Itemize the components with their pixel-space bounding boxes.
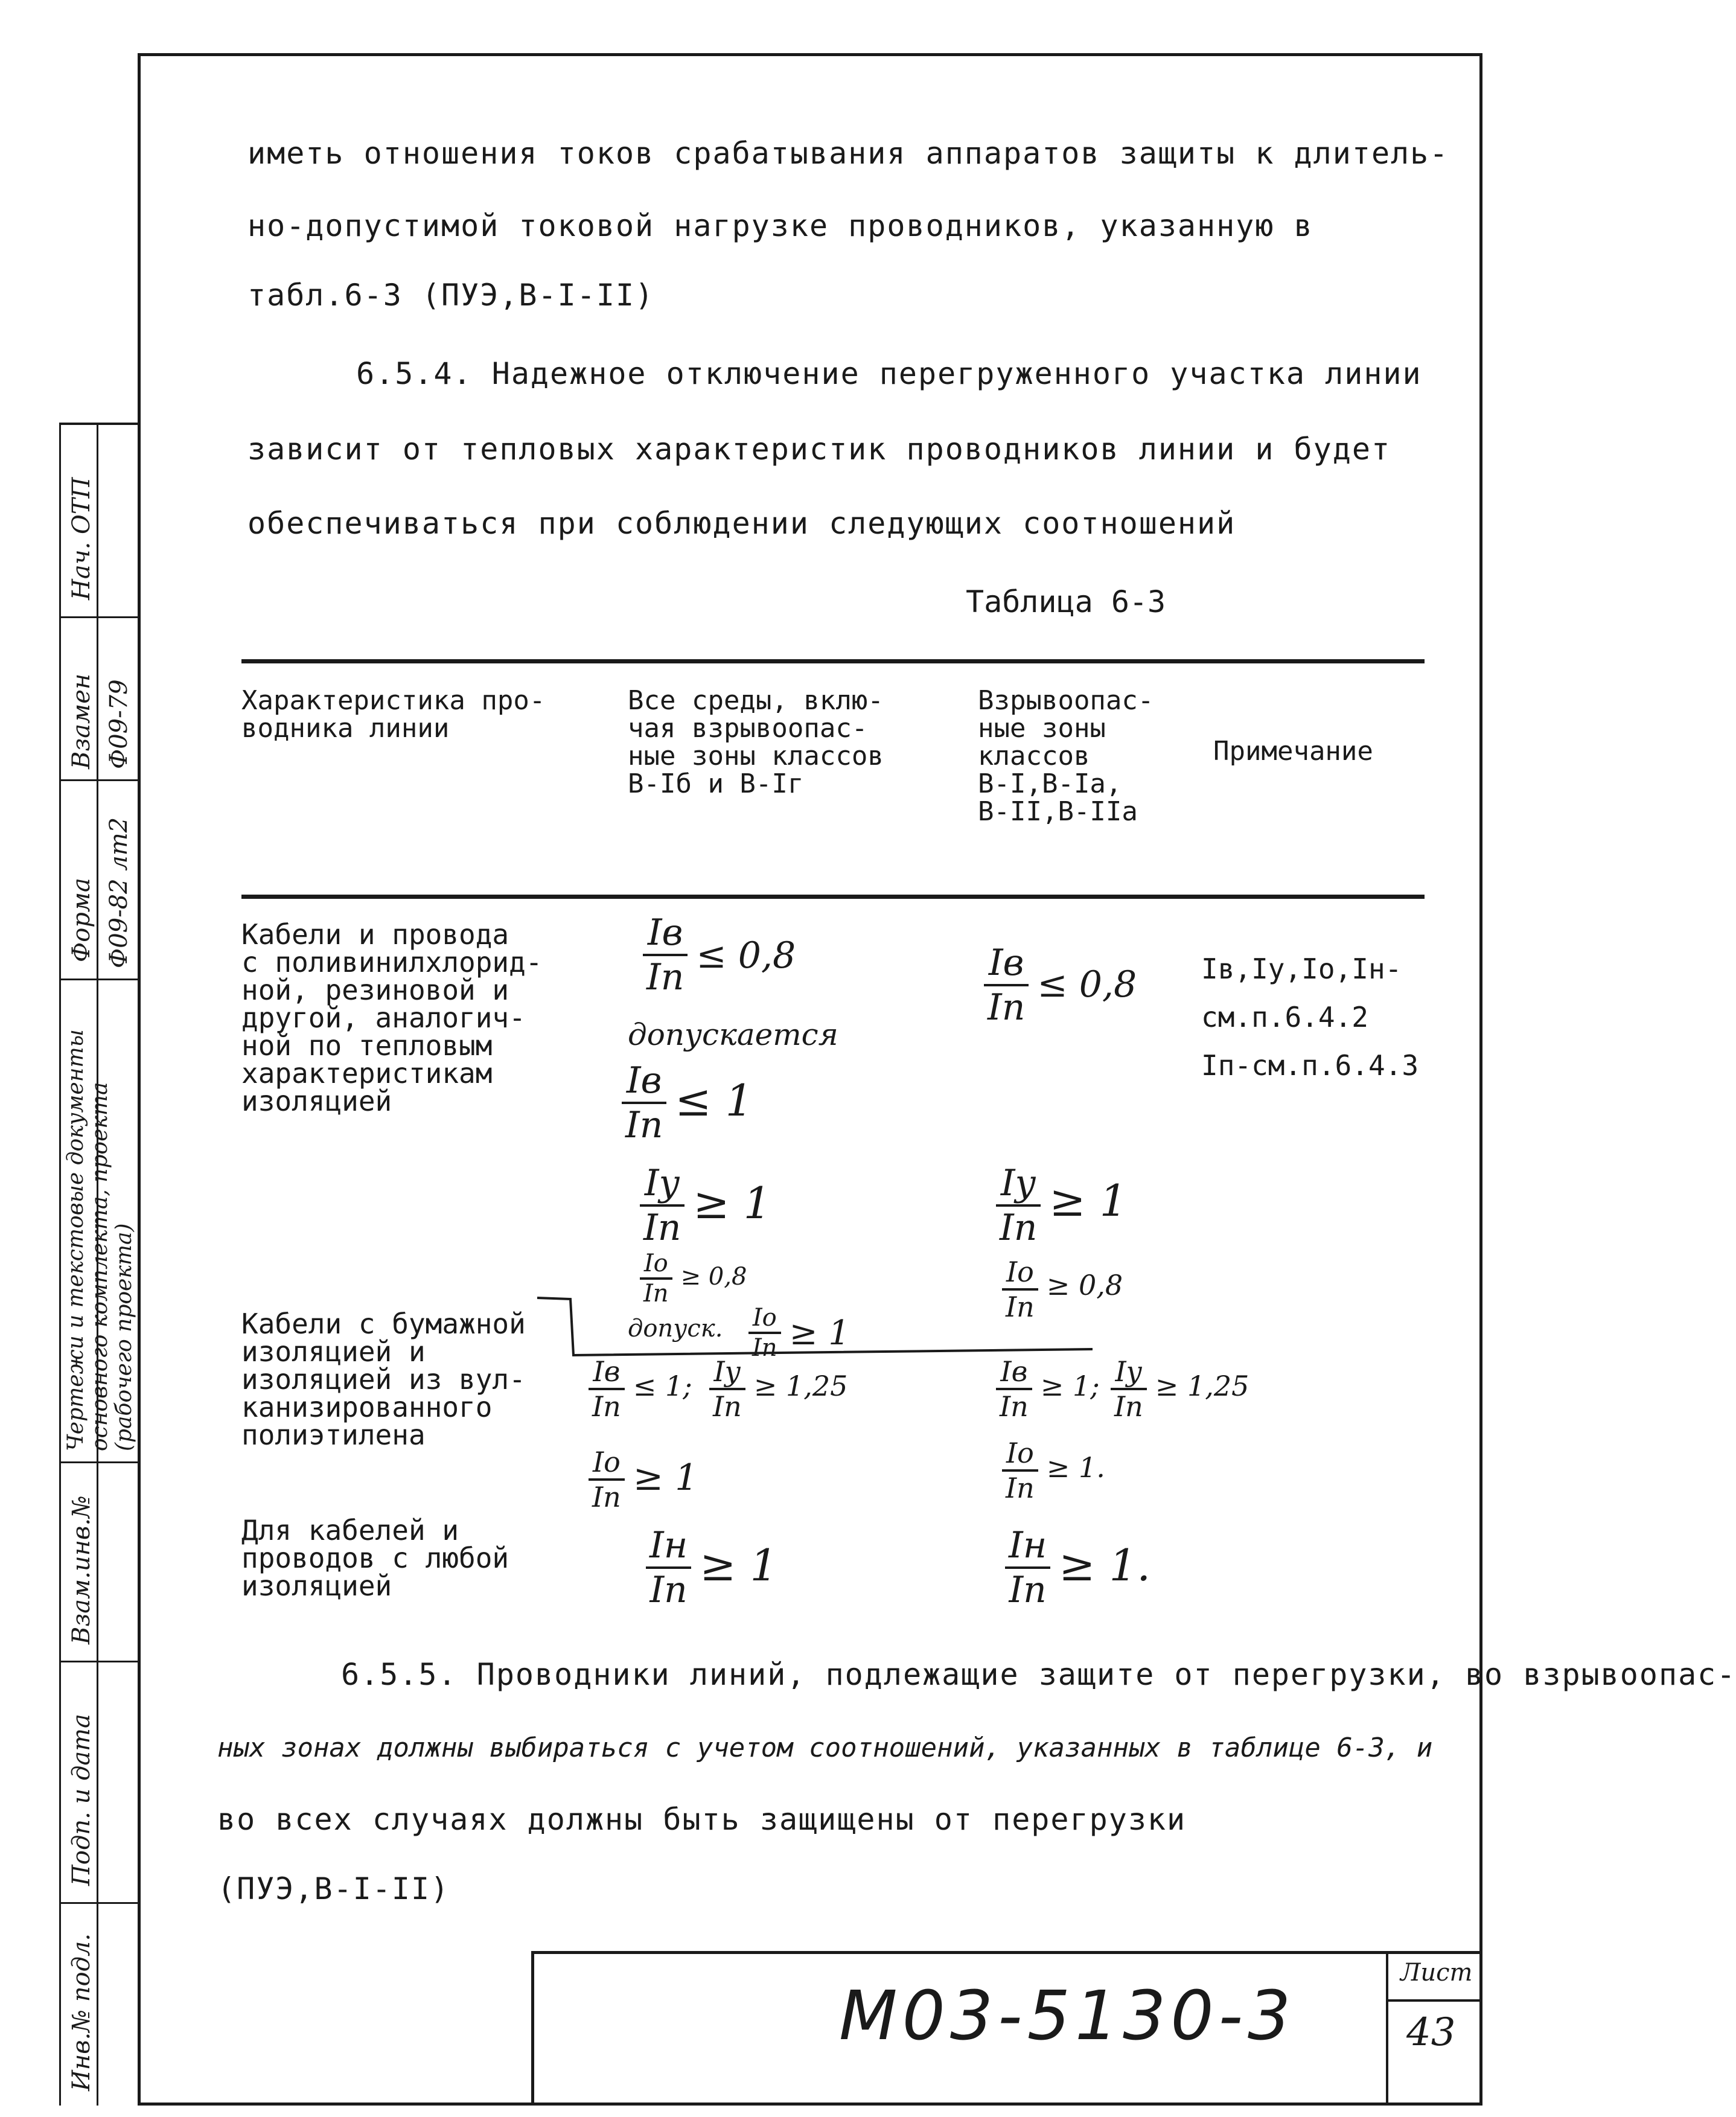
document-code: М03-5130-3 <box>839 1977 1296 2055</box>
paragraph-line: 6.5.4. Надежное отключение перегруженного участка линии <box>356 356 1422 391</box>
paragraph-line: табл.6-3 (ПУЭ,В-I-II) <box>247 278 655 313</box>
paragraph-line: зависит от тепловых характеристик проводников линии и будет <box>247 432 1391 467</box>
formula-iy-ip-paper-explosive: Iу Iп ≥ 1,25 <box>1111 1355 1147 1423</box>
table-header-note: Примечание <box>1213 736 1373 767</box>
sheet-label: Лист <box>1400 1959 1473 1987</box>
paragraph-line: 6.5.5. Проводники линий, подлежащие защите от перегрузки, во взрывоопас- <box>341 1657 1736 1692</box>
formula-io-ip-paper-explosive: Iо Iп ≥ 1. <box>1002 1437 1038 1504</box>
table-header-all-environments: Все среды, вклю- чая взрывоопас- ные зоны классов В-Iб и В-Iг <box>628 685 884 799</box>
stamp-vzam-inv: Взам.инв.№ <box>68 1495 95 1644</box>
stamp-inv-podl: Инв.№ подл. <box>68 1933 95 2091</box>
formula-iy-ip: Iу Iп ≥ 1 <box>640 1162 685 1249</box>
paragraph-line: обеспечиваться при соблюдении следующих соотношений <box>247 506 1236 541</box>
stamp-vzamen-value: Ф09-79 <box>105 679 133 769</box>
stamp-forma: Форма <box>68 878 95 962</box>
stamp-podp-data: Подп. и дата <box>68 1714 95 1886</box>
table-row-label: Кабели и провода с поливинилхлорид- ной, резиновой и другой, аналогич- ной по тепловым характеристикам изоляцией <box>241 918 543 1117</box>
table-note: Iв,Iу,Iо,Iн- см.п.6.4.2 Iп-см.п.6.4.3 <box>1201 953 1419 1082</box>
formula-in-ip-explosive: Iн Iп ≥ 1. <box>1005 1524 1050 1611</box>
table-header-characteristic: Характеристика про- водника линии <box>241 685 546 744</box>
paragraph-line: во всех случаях должны быть защищены от перегрузки <box>217 1802 1187 1837</box>
paragraph-line: ных зонах должны выбираться с учетом соотношений, указанных в таблице 6-3, и <box>217 1732 1433 1763</box>
stamp-nach-otp: Нач. ОТП <box>68 477 95 600</box>
formula-io-ip: Iо Iп ≥ 0,8 <box>640 1250 672 1308</box>
table-row-label: Кабели с бумажной изоляцией и изоляцией из вул- канизированного полиэтилена <box>241 1308 526 1451</box>
formula-iy-ip-explosive: Iу Iп ≥ 1 <box>996 1162 1041 1249</box>
handwritten-allowed-short: допуск. <box>628 1315 723 1343</box>
table-row-label: Для кабелей и проводов с любой изоляцией <box>241 1514 509 1602</box>
formula-in-ip: Iн Iп ≥ 1 <box>646 1524 691 1611</box>
paragraph-line: иметь отношения токов срабатывания аппаратов защиты к длитель- <box>247 136 1449 171</box>
formula-iv-ip-paper-explosive: Iв Iп ≥ 1; <box>996 1355 1032 1423</box>
formula-iv-ip-allowed: Iв Iп ≤ 1 <box>622 1059 666 1146</box>
formula-io-ip-explosive: Iо Iп ≥ 0,8 <box>1002 1256 1038 1323</box>
formula-iv-ip-explosive: Iв Iп ≤ 0,8 <box>984 942 1029 1029</box>
sheet-number: 43 <box>1406 2010 1456 2055</box>
paragraph-line: (ПУЭ,В-I-II) <box>217 1871 450 1906</box>
handwritten-allowed: допускается <box>628 1017 838 1052</box>
sheet-divider <box>1386 1999 1482 2002</box>
formula-io-ip-allowed: Iо Iп ≥ 1 <box>748 1304 781 1362</box>
table-header-explosive-zones: Взрывоопас- ные зоны классов В-I,В-Iа, В-II,В-IIа <box>978 685 1154 827</box>
paragraph-line: но-допустимой токовой нагрузке проводников, указанную в <box>247 208 1313 243</box>
table-caption: Таблица 6-3 <box>966 584 1166 619</box>
stamp-drawings: Чертежи и текстовые документы основного комплекта, проекта (рабочего проекта) <box>63 1029 136 1451</box>
formula-io-ip-paper: Iо Iп ≥ 1 <box>589 1446 625 1513</box>
formula-iv-ip: Iв Iп ≤ 0,8 <box>643 912 688 998</box>
stamp-vzamen: Взамен <box>68 673 95 769</box>
formula-iv-ip-paper: Iв Iп ≤ 1; <box>589 1355 625 1423</box>
formula-iy-ip-paper: Iу Iп ≥ 1,25 <box>709 1355 745 1423</box>
stamp-forma-value: Ф09-82 лт2 <box>105 817 133 968</box>
